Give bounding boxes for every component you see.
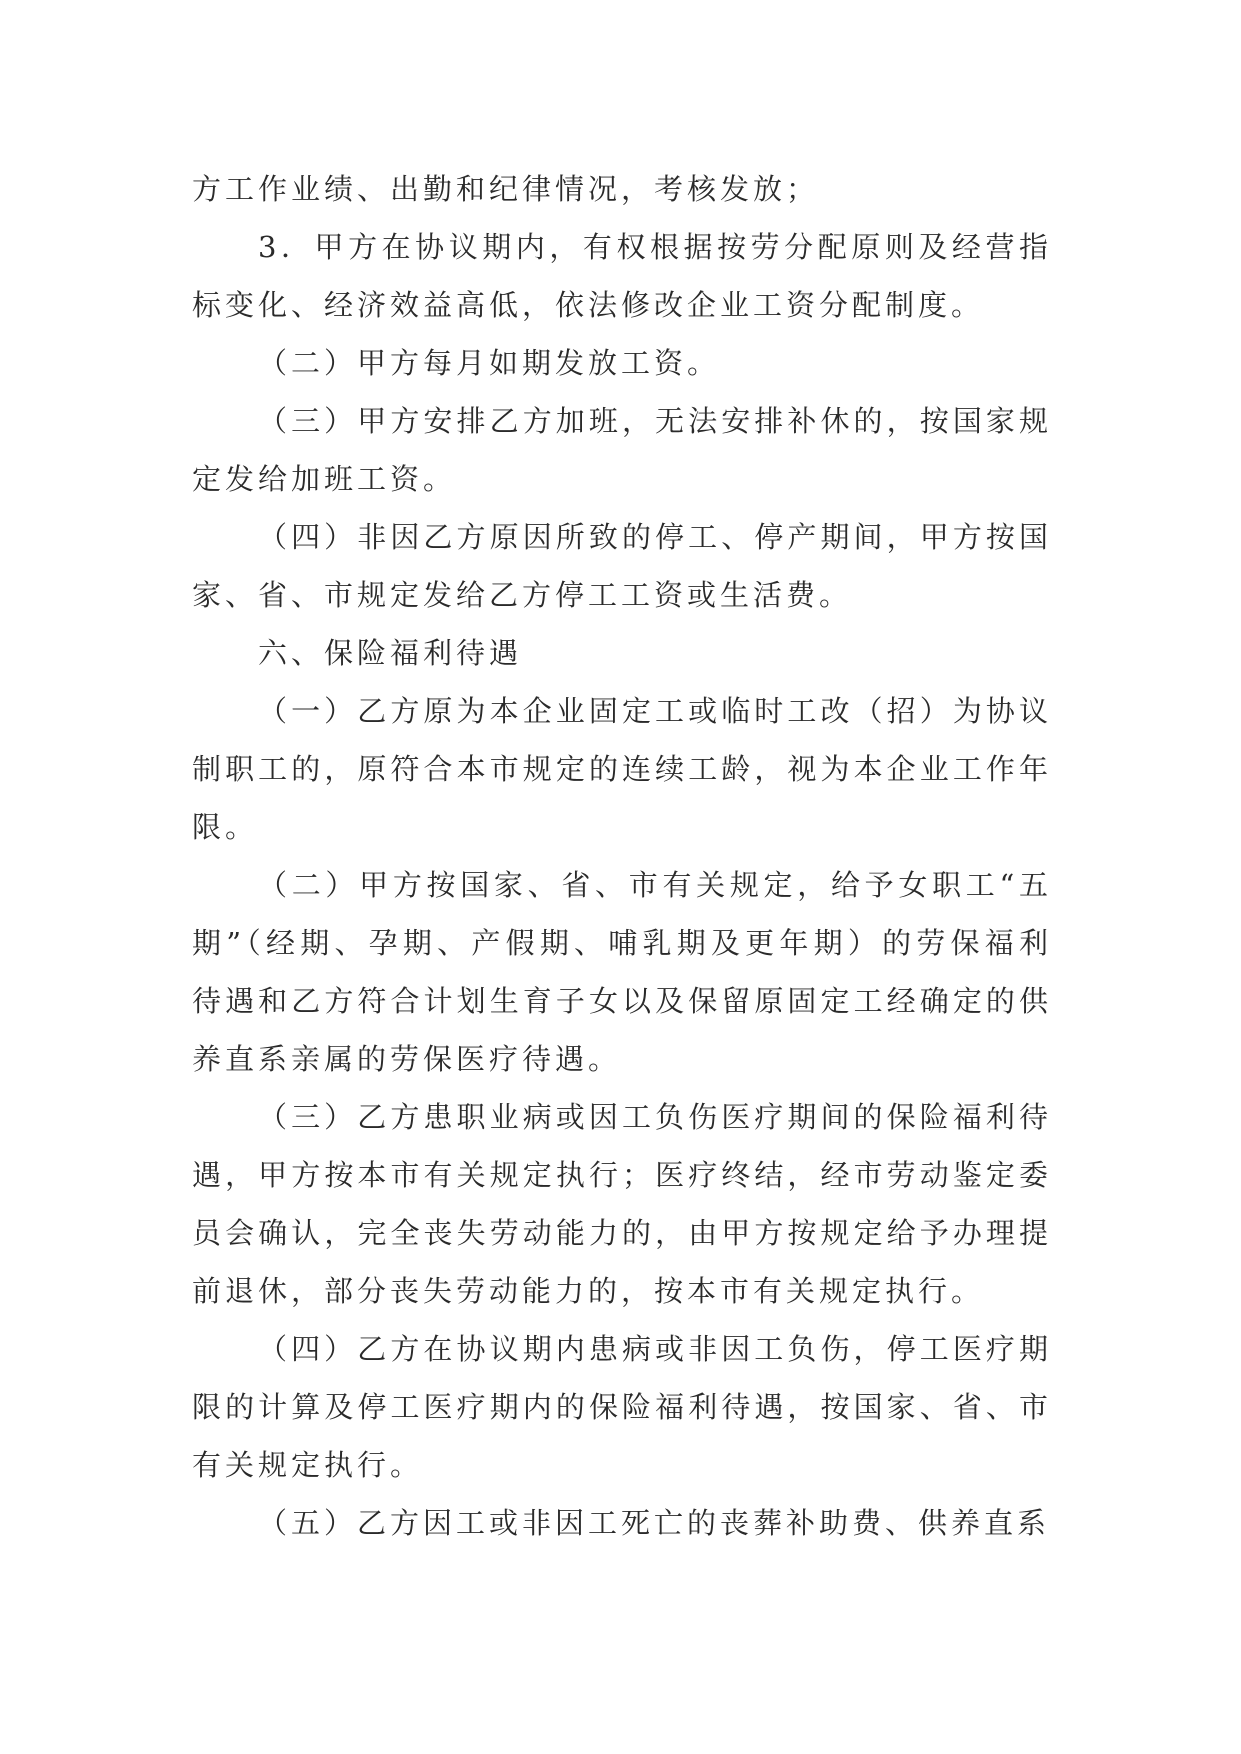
paragraph: 3．甲方在协议期内，有权根据按劳分配原则及经营指标变化、经济效益高低，依法修改企业工资分配制度。: [192, 230, 1052, 322]
paragraph: （三）乙方患职业病或因工负伤医疗期间的保险福利待遇，甲方按本市有关规定执行；医疗终结，经市劳动鉴定委员会确认，完全丧失劳动能力的，由甲方按规定给予办理提前退休，部分丧失劳动能力的，按本市有关规定执行。: [192, 1100, 1052, 1308]
paragraph: （一）乙方原为本企业固定工或临时工改（招）为协议制职工的，原符合本市规定的连续工龄，视为本企业工作年限。: [192, 694, 1052, 844]
section-heading: 六、保险福利待遇: [258, 636, 523, 670]
paragraph: 方工作业绩、出勤和纪律情况，考核发放；: [192, 172, 820, 206]
paragraph: （二）甲方按国家、省、市有关规定，给予女职工“五期”（经期、孕期、产假期、哺乳期及更年期）的劳保福利待遇和乙方符合计划生育子女以及保留原固定工经确定的供养直系亲属的劳保医疗待遇。: [192, 868, 1052, 1076]
paragraph: （五）乙方因工或非因工死亡的丧葬补助费、供养直系: [258, 1506, 1051, 1540]
paragraph: （二）甲方每月如期发放工资。: [258, 346, 721, 380]
document-body: [192, 160, 1052, 1552]
paragraph: （四）乙方在协议期内患病或非因工负伤，停工医疗期限的计算及停工医疗期内的保险福利待遇，按国家、省、市有关规定执行。: [192, 1332, 1052, 1482]
paragraph: （四）非因乙方原因所致的停工、停产期间，甲方按国家、省、市规定发给乙方停工工资或生活费。: [192, 520, 1052, 612]
paragraph: （三）甲方安排乙方加班，无法安排补休的，按国家规定发给加班工资。: [192, 404, 1052, 496]
